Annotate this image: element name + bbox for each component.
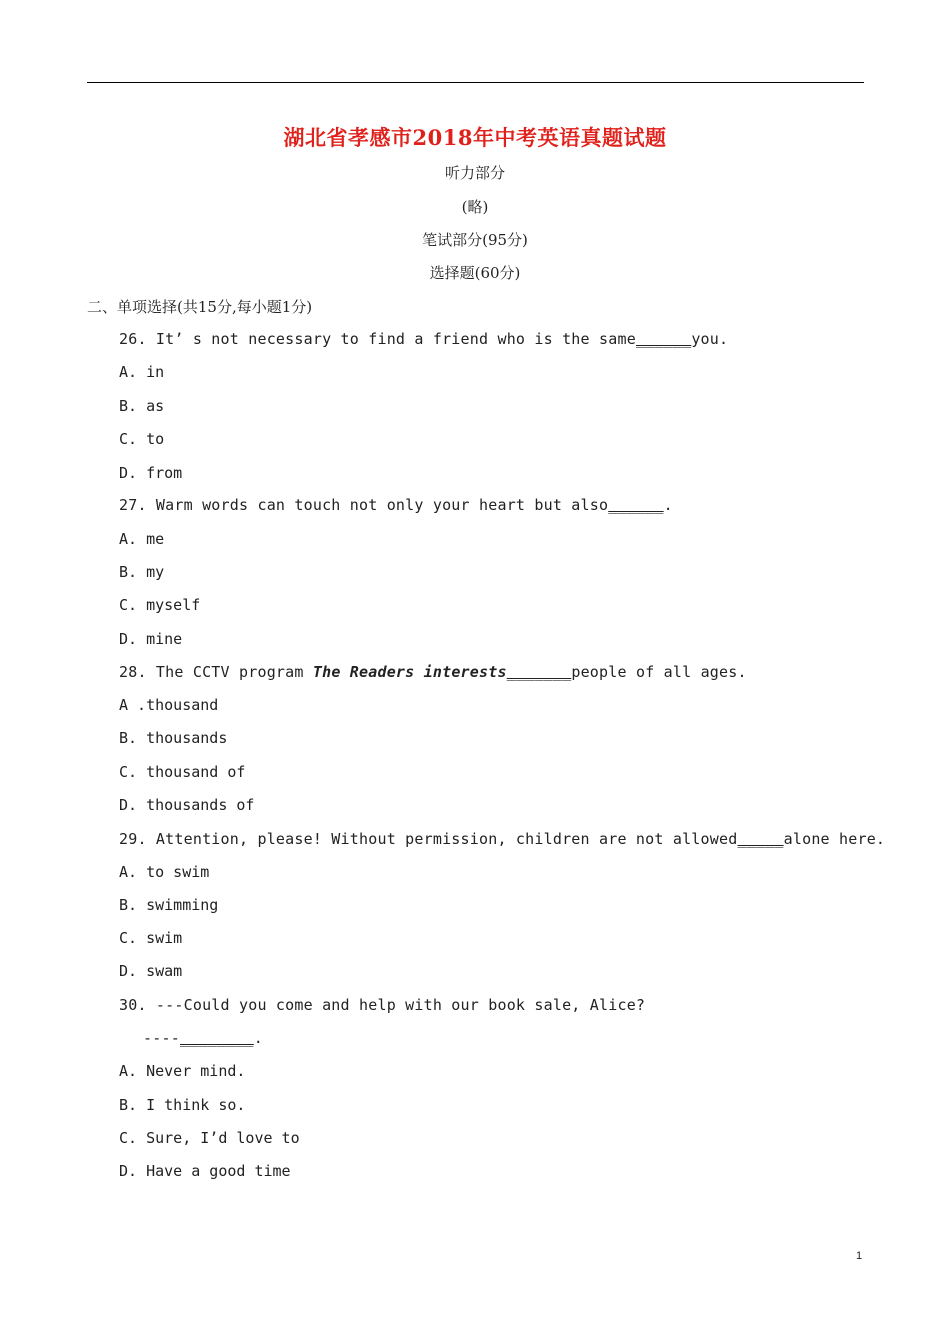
question-30-blank: ________: [179, 1029, 254, 1047]
question-30-option-d: D. Have a good time: [119, 1162, 291, 1180]
question-30-reply: [143, 1029, 263, 1047]
question-26-option-b: B. as: [119, 397, 165, 415]
question-27-option-c: C. myself: [119, 596, 201, 614]
question-27: [119, 496, 673, 514]
listening-section-label: 听力部分: [444, 164, 505, 182]
question-26-option-a: A. in: [119, 363, 165, 381]
question-29-end: alone here.: [783, 830, 886, 848]
question-28-option-a: A .thousand: [119, 696, 219, 714]
question-28-text: 28. The CCTV program: [119, 663, 313, 681]
question-27-option-d: D. mine: [119, 630, 183, 648]
question-30-end: .: [253, 1029, 264, 1047]
question-26-option-c: C. to: [119, 430, 165, 448]
header-rule: [87, 82, 864, 83]
question-30-option-c: C. Sure, I’d love to: [119, 1129, 300, 1147]
question-29-option-d: D. swam: [119, 962, 183, 980]
question-28-end: people of all ages.: [571, 663, 747, 681]
question-26-option-d: D. from: [119, 464, 183, 482]
question-29-option-b: B. swimming: [119, 896, 219, 914]
question-29-option-c: C. swim: [119, 929, 183, 947]
question-30-reply-dashes: ----: [143, 1029, 180, 1047]
question-29-text: 29. Attention, please! Without permission, children are not allowed: [119, 830, 738, 848]
question-28-option-d: D. thousands of: [119, 796, 255, 814]
question-28-blank: _______: [506, 663, 572, 681]
question-27-end: .: [663, 496, 673, 514]
question-28-option-c: C. thousand of: [119, 763, 246, 781]
question-28: [119, 663, 747, 681]
question-28-program-title: The Readers interests: [312, 663, 507, 681]
question-27-blank: ______: [608, 496, 664, 514]
page-title: 湖北省孝感市2018年中考英语真题试题: [283, 125, 667, 150]
question-29: [119, 830, 885, 848]
omitted-note: (略): [461, 198, 489, 216]
question-29-option-a: A. to swim: [119, 863, 210, 881]
question-26-text: 26. It’ s not necessary to find a friend who is the same: [119, 330, 636, 348]
question-27-option-a: A. me: [119, 530, 165, 548]
section-heading: 二、单项选择(共15分,每小题1分): [87, 298, 313, 316]
choice-section-label: 选择题(60分): [429, 264, 521, 282]
question-29-blank: _____: [737, 830, 784, 848]
question-26: [119, 330, 728, 348]
question-27-text: 27. Warm words can touch not only your heart but also: [119, 496, 609, 514]
question-26-blank: ______: [635, 330, 692, 348]
written-section-label: 笔试部分(95分): [422, 231, 528, 249]
page-number: 1: [856, 1250, 863, 1262]
question-28-option-b: B. thousands: [119, 729, 228, 747]
question-30: 30. ---Could you come and help with our book sale, Alice?: [119, 996, 646, 1014]
question-30-option-b: B. I think so.: [119, 1096, 246, 1114]
question-30-option-a: A. Never mind.: [119, 1062, 246, 1080]
question-26-end: you.: [691, 330, 729, 348]
question-27-option-b: B. my: [119, 563, 165, 581]
